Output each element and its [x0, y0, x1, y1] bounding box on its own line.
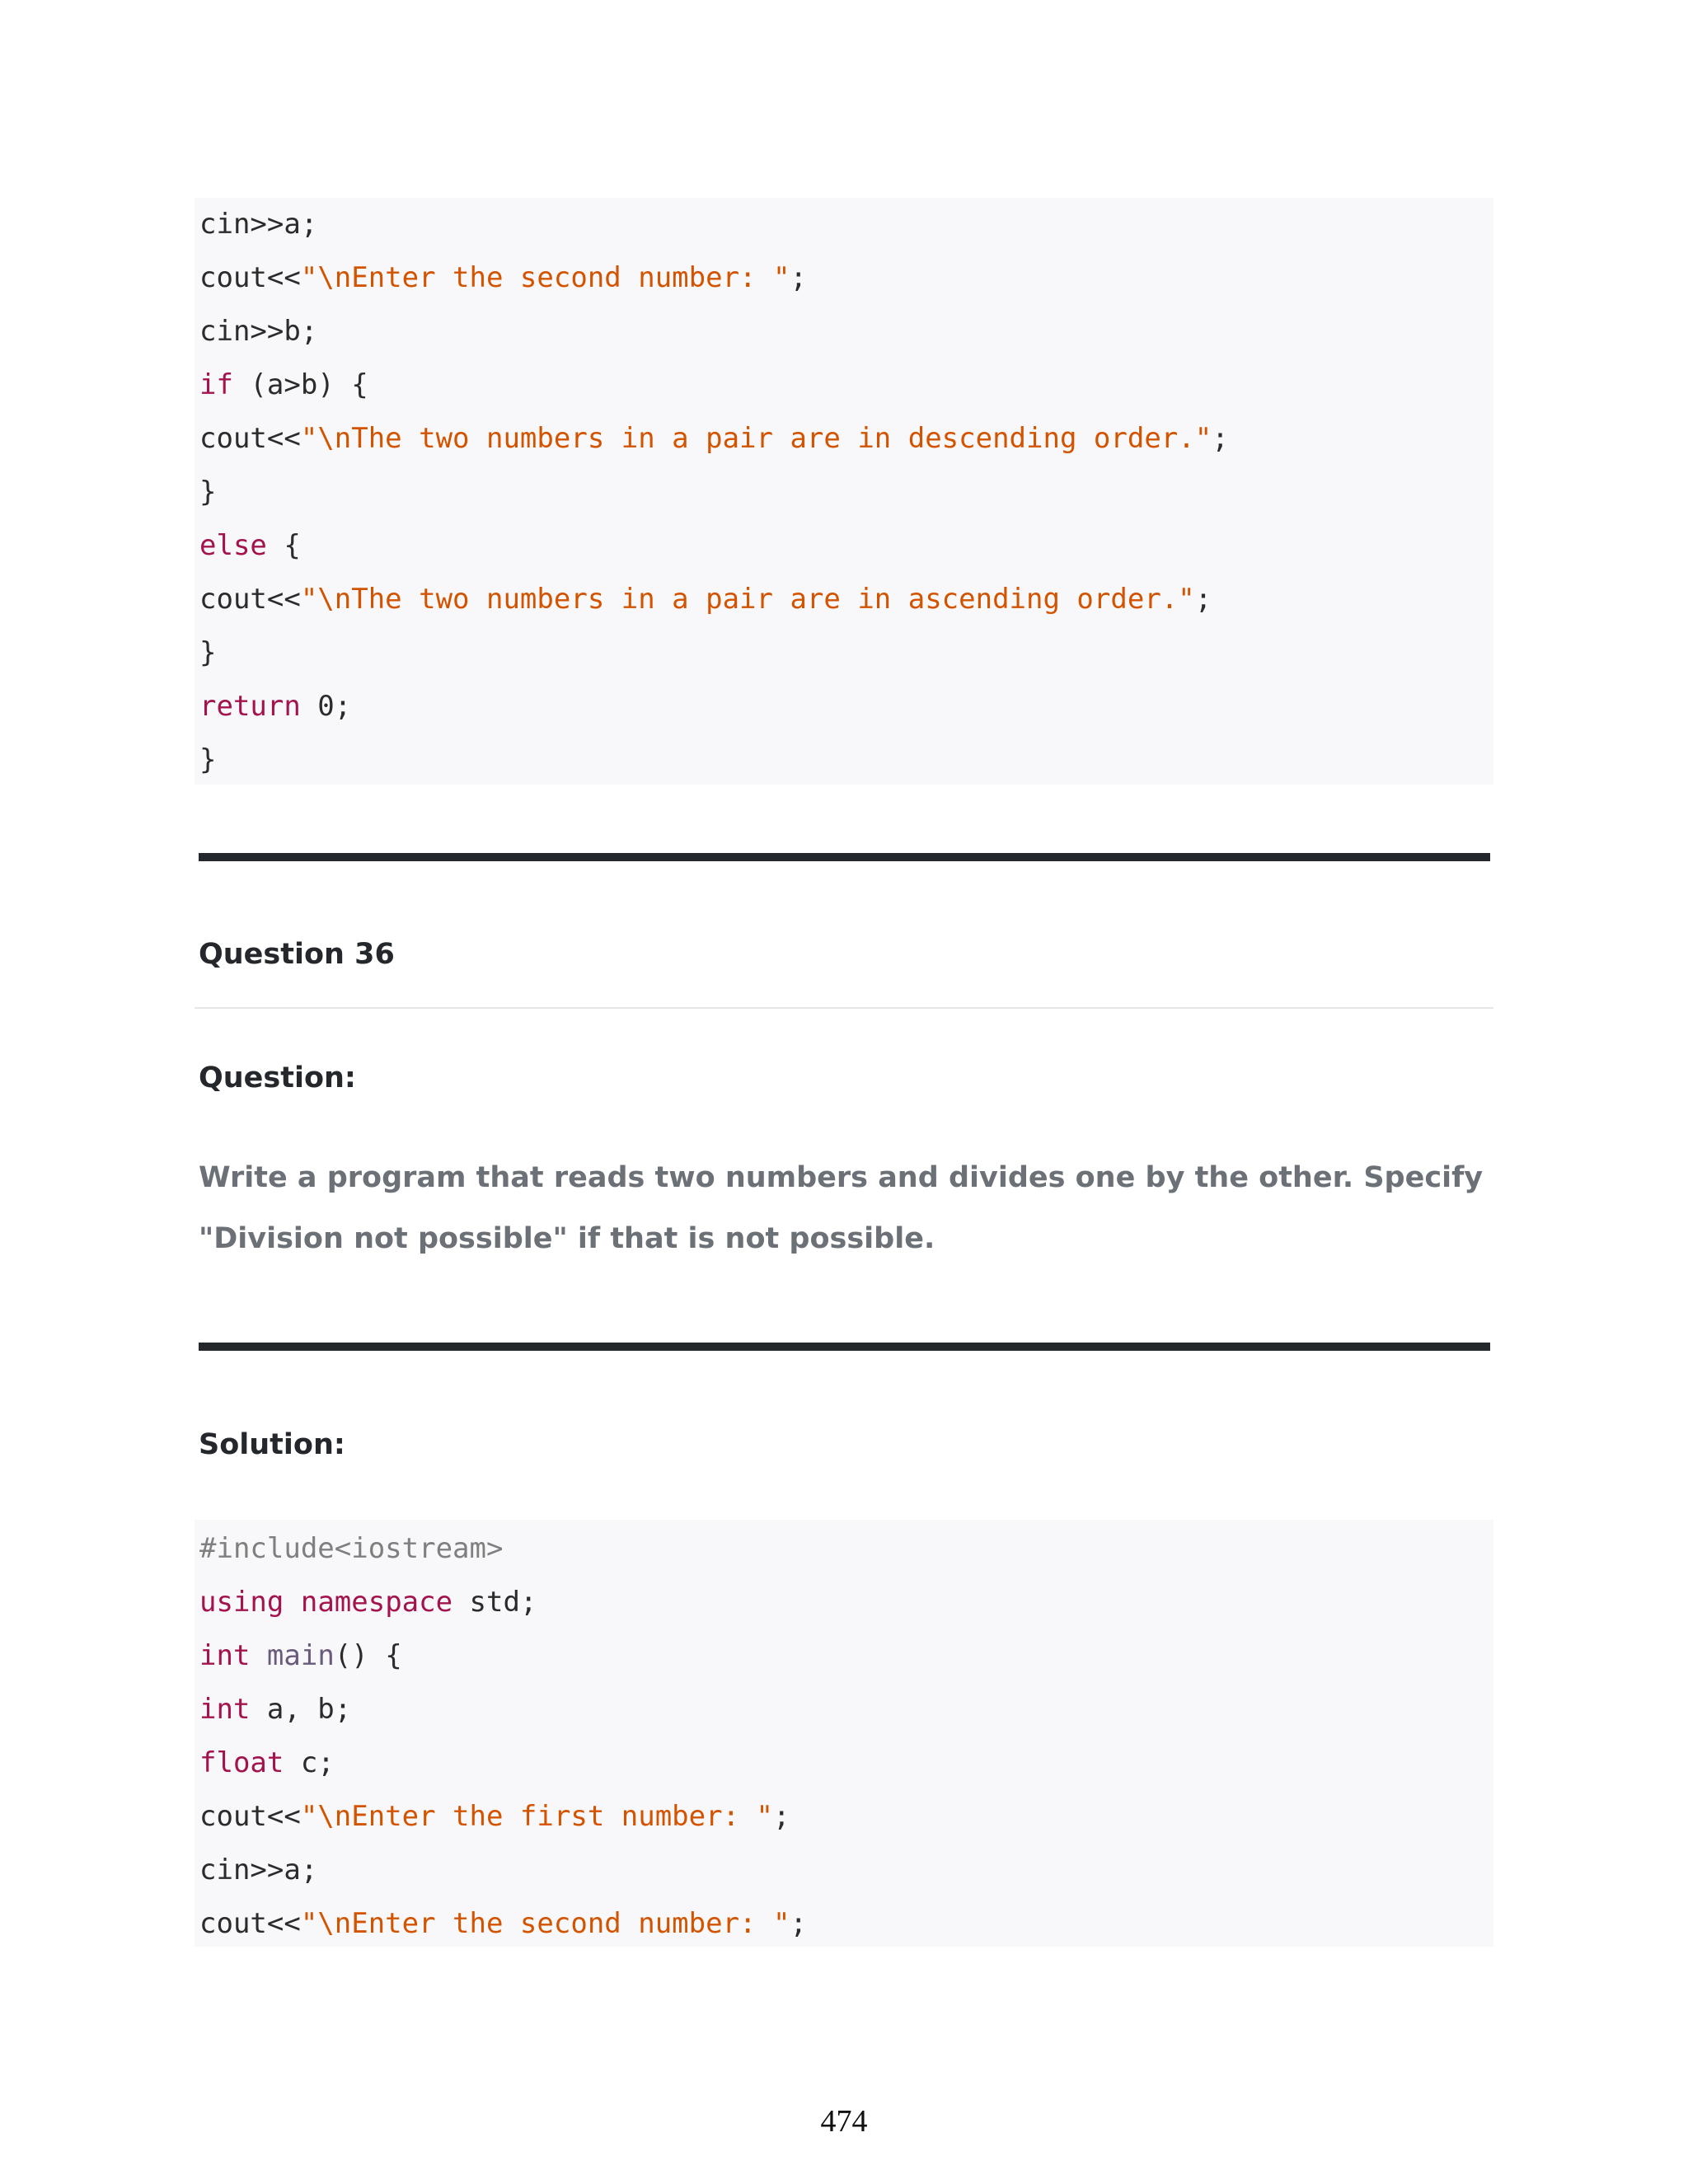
- question-title: Question 36: [199, 938, 395, 971]
- code-token: namespace: [300, 1586, 453, 1619]
- code-line: [199, 412, 1493, 466]
- code-block-top: [195, 198, 1493, 785]
- code-token: () {: [334, 1639, 402, 1672]
- code-token: ;: [790, 261, 807, 294]
- code-line: [199, 1629, 1493, 1683]
- code-token: }: [199, 743, 217, 776]
- code-token: (a>b) {: [232, 368, 368, 401]
- code-token: 0;: [300, 690, 352, 723]
- code-token: cin>>a;: [199, 208, 318, 241]
- code-line: [199, 1522, 1493, 1576]
- code-line: [199, 466, 1493, 519]
- code-token: main: [266, 1639, 335, 1672]
- code-line: [199, 519, 1493, 573]
- code-token: "\nEnter the second number: ": [300, 261, 790, 294]
- code-token: [250, 1639, 266, 1672]
- code-token: ;: [772, 1800, 790, 1833]
- code-token: ;: [1212, 422, 1229, 455]
- code-token: ;: [1194, 583, 1212, 616]
- code-token: cout<<: [199, 422, 301, 455]
- code-line: [199, 1844, 1493, 1897]
- code-token: {: [266, 529, 301, 562]
- code-line: [199, 680, 1493, 733]
- code-line: [199, 1897, 1493, 1951]
- code-block-bottom: [195, 1520, 1493, 1947]
- code-token: [284, 1586, 300, 1619]
- code-token: int: [199, 1639, 251, 1672]
- code-token: "\nThe two numbers in a pair are in descending order.": [300, 422, 1212, 455]
- code-token: c;: [284, 1746, 335, 1779]
- code-token: cout<<: [199, 261, 301, 294]
- code-token: float: [199, 1746, 284, 1779]
- code-line: [199, 626, 1493, 680]
- code-token: "\nThe two numbers in a pair are in ascending order.": [300, 583, 1195, 616]
- section-divider: [199, 853, 1490, 861]
- question-label: Question:: [199, 1062, 356, 1094]
- code-token: cout<<: [199, 1800, 301, 1833]
- code-token: int: [199, 1693, 251, 1726]
- code-token: cin>>a;: [199, 1854, 318, 1886]
- code-line: [199, 573, 1493, 626]
- code-token: else: [199, 529, 267, 562]
- question-text: Write a program that reads two numbers and divides one by the other. Specify "Division not possible" if that is not possible.: [199, 1161, 1484, 1255]
- code-token: #include<iostream>: [199, 1532, 504, 1565]
- code-line: [199, 359, 1493, 412]
- solution-label: Solution:: [199, 1428, 345, 1461]
- code-line: [199, 198, 1493, 251]
- code-line: [199, 1576, 1493, 1629]
- code-line: [199, 733, 1493, 787]
- page-number: 474: [820, 2104, 868, 2139]
- code-line: [199, 1736, 1493, 1790]
- code-line: [199, 1790, 1493, 1844]
- code-token: }: [199, 476, 217, 509]
- code-line: [199, 251, 1493, 305]
- code-token: ;: [790, 1907, 807, 1940]
- section-divider: [199, 1343, 1490, 1351]
- code-token: "\nEnter the first number: ": [300, 1800, 773, 1833]
- code-token: a, b;: [250, 1693, 352, 1726]
- code-token: cin>>b;: [199, 315, 318, 348]
- code-token: if: [199, 368, 233, 401]
- code-token: std;: [452, 1586, 537, 1619]
- code-token: "\nEnter the second number: ": [300, 1907, 790, 1940]
- title-underline: [195, 1007, 1493, 1009]
- code-token: return: [199, 690, 301, 723]
- code-token: using: [199, 1586, 284, 1619]
- code-line: [199, 305, 1493, 359]
- code-token: cout<<: [199, 1907, 301, 1940]
- code-token: }: [199, 636, 217, 669]
- code-line: [199, 1683, 1493, 1736]
- code-token: cout<<: [199, 583, 301, 616]
